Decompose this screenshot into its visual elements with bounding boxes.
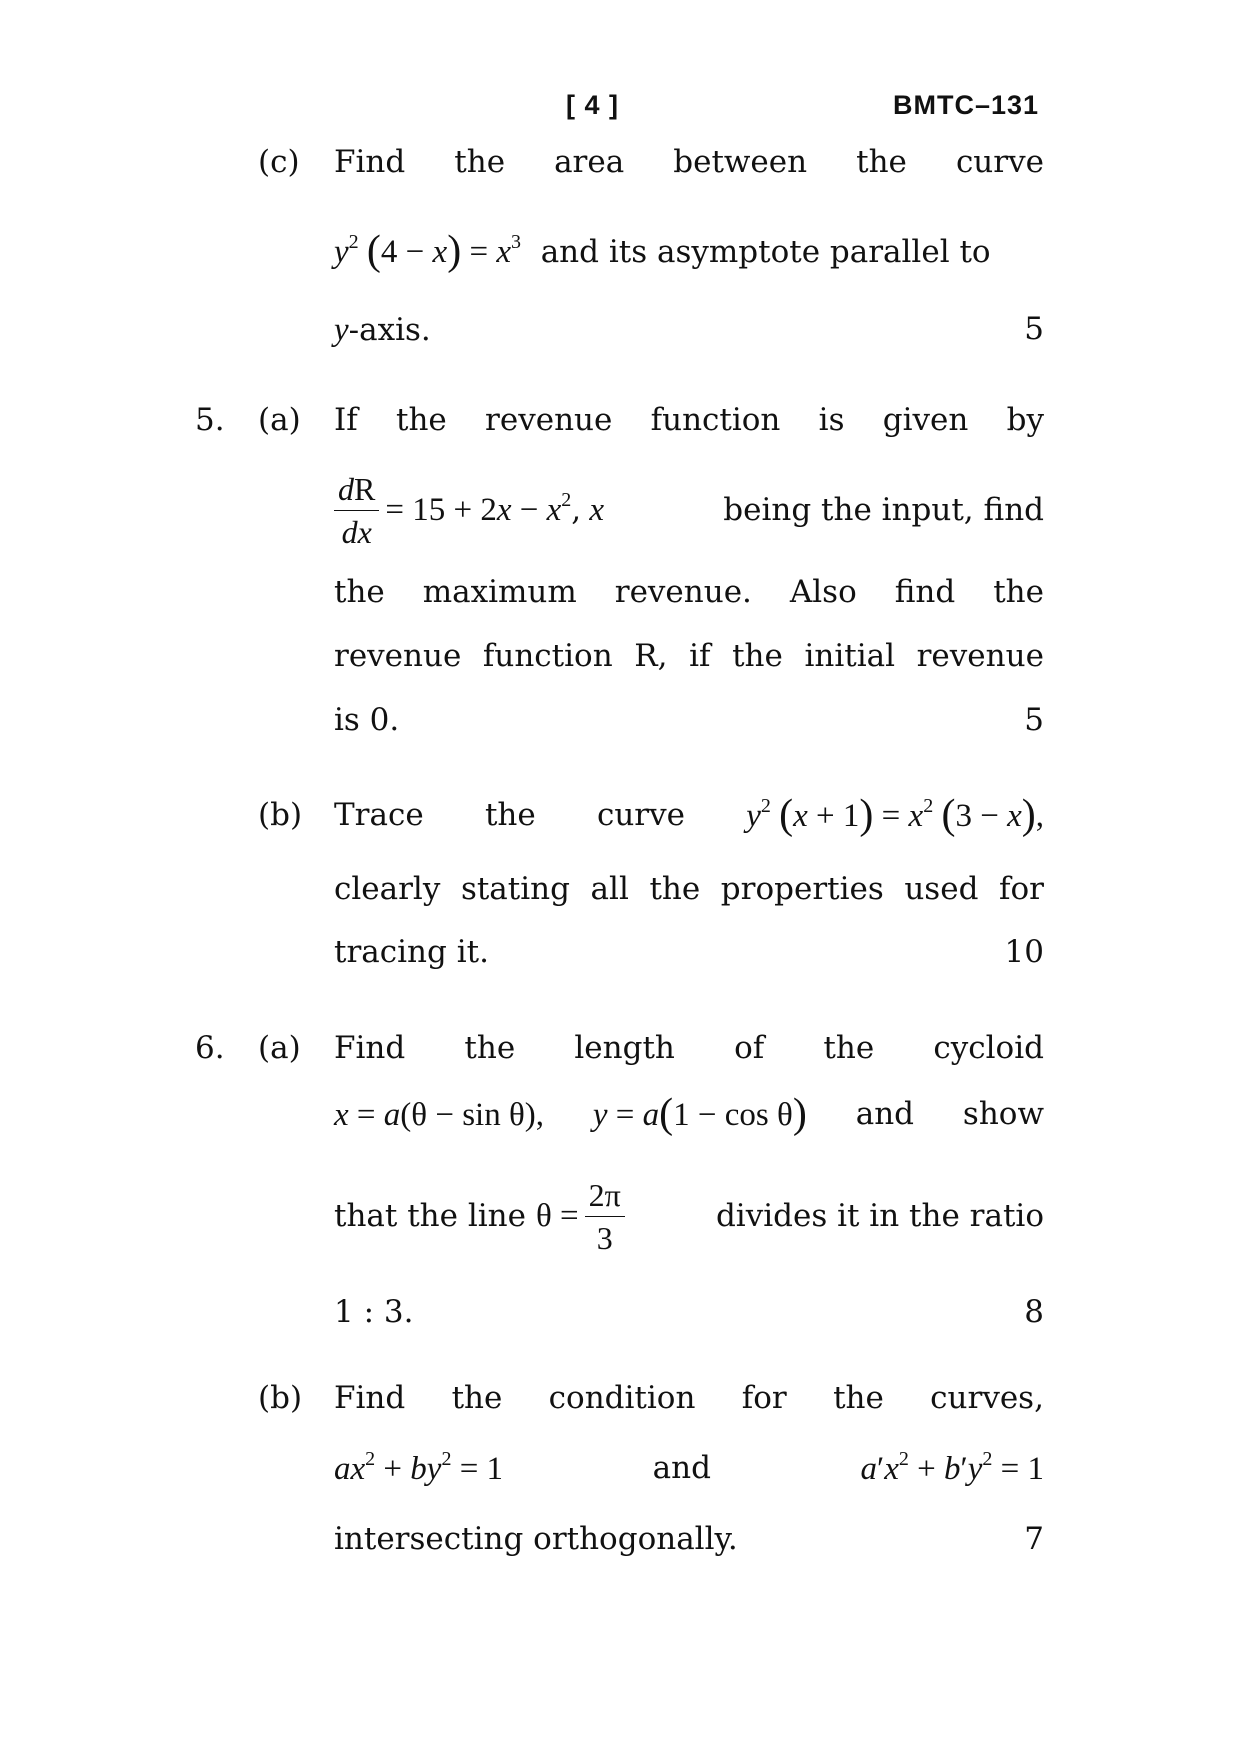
q4c-equation: $y^2$ $(4 - x) = x^3$	[334, 228, 521, 274]
q6b-line1: Find the condition for the curves,	[334, 1380, 1044, 1416]
q6b-marks: 7	[1024, 1521, 1044, 1557]
q6b-line3: intersecting orthogonally.	[334, 1521, 738, 1557]
q4c-line1: Find the area between the curve	[334, 144, 1044, 180]
q6b-second-curve: $a'x^2 + b'y^2 = 1$	[860, 1448, 1044, 1487]
q4c-marks: 5	[1024, 311, 1044, 347]
q5b-line3: tracing it.	[334, 934, 489, 970]
q5a-line1: If the revenue function is given by	[334, 402, 1044, 438]
q5a-equation: $\frac{dR}{dx}$ = $15 + 2x - x^2$ , x	[334, 470, 604, 552]
q5a-marks: 5	[1024, 702, 1044, 738]
q4c-line3: y-axis.	[334, 312, 431, 348]
page-number: [ 4 ]	[566, 90, 620, 120]
q5b-line1: Trace the curve $y^2$ $(x + 1) = x^2$ (3 − x),	[334, 792, 1044, 838]
q5b-marks: 10	[1004, 934, 1044, 970]
q6a-marks: 8	[1024, 1294, 1044, 1330]
q6a-line3: that the line θ = $\frac{2\pi}{3}$ divides it in the ratio	[334, 1177, 1044, 1257]
q5b-equation: $y^2$ $(x + 1) = x^2$ (3 − x),	[746, 792, 1044, 838]
q5a-line2: $\frac{dR}{dx}$ = $15 + 2x - x^2$ , x being the input, find	[334, 470, 1044, 552]
q6a-theta-equation: θ =	[535, 1198, 579, 1235]
q6b-label: (b)	[258, 1380, 303, 1416]
q5a-line4: revenue function R, if the initial revenue	[334, 638, 1044, 674]
q5b-label: (b)	[258, 797, 303, 833]
q5a-label: (a)	[258, 402, 301, 438]
q5a-line5: is 0.	[334, 702, 400, 738]
q6a-line2: x = a(θ − sin θ), y = a(1 − cos θ) and show	[334, 1091, 1044, 1137]
q6b-first-curve: $ax^2 + by^2 = 1$	[334, 1448, 504, 1487]
course-code: BMTC–131	[893, 90, 1040, 120]
q6a-x-equation: x = a(θ − sin θ),	[334, 1097, 544, 1133]
q4c-line2: $y^2$ $(4 - x) = x^3$ and its asymptote parallel to	[334, 228, 991, 274]
q6a-line1: Find the length of the cycloid	[334, 1030, 1044, 1066]
q6a-y-equation: y = a(1 − cos θ)	[592, 1091, 807, 1137]
q6a-label: (a)	[258, 1030, 301, 1066]
q6-number: 6.	[195, 1030, 225, 1066]
q6b-line2: $ax^2 + by^2 = 1$ and $a'x^2 + b'y^2 = 1$	[334, 1450, 1044, 1490]
q6a-line4: 1 : 3.	[334, 1294, 414, 1330]
q5b-line2: clearly stating all the properties used for	[334, 871, 1044, 907]
q5-number: 5.	[195, 402, 225, 438]
q4c-label: (c)	[258, 144, 300, 180]
q5a-line3: the maximum revenue. Also find the	[334, 574, 1044, 610]
